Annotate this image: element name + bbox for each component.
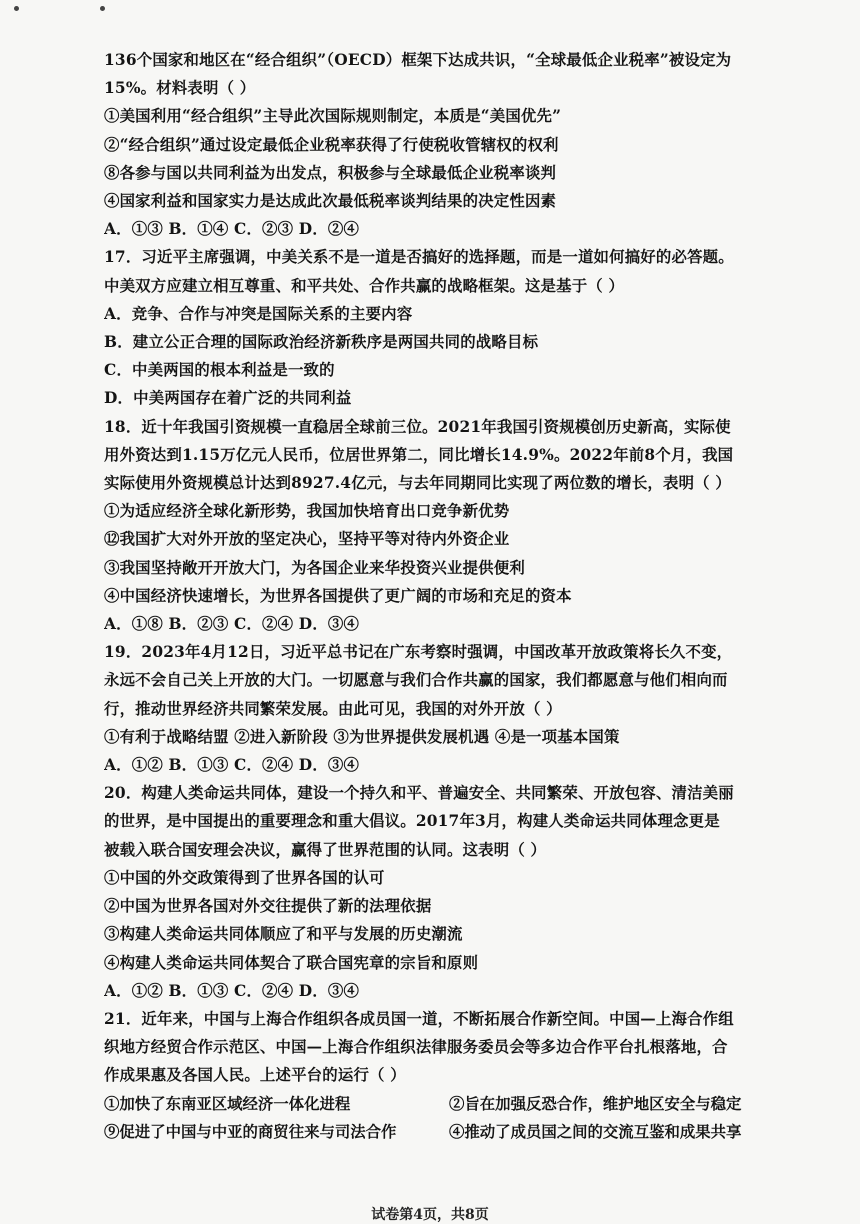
- question-stem: 19．2023年4月12日，习近平总书记在广东考察时强调，中国改革开放政策将长久不变，: [104, 643, 733, 662]
- question-stem: 行，推动世界经济共同繁荣发展。由此可见，我国的对外开放（ ）: [104, 699, 562, 718]
- answer-options: A．①⑧ B．②③ C．②④ D．③④: [104, 615, 360, 634]
- question-stem: 18．近十年我国引资规模一直稳居全球前三位。2021年我国引资规模创历史新高，实际使: [104, 417, 731, 436]
- option-d: D．中美两国存在着广泛的共同利益: [104, 389, 352, 408]
- question-stem: 用外资达到1.15万亿元人民币，位居世界第二，同比增长14.9%。2022年前8个月，我国: [104, 445, 734, 464]
- statement-2: ②“经合组织”通过设定最低企业税率获得了行使税收管辖权的权利: [104, 135, 559, 154]
- question-stem: 21．近年来，中国与上海合作组织各成员国一道，不断拓展合作新空间。中国—上海合作组: [104, 1009, 734, 1028]
- question-stem: 的世界，是中国提出的重要理念和重大倡议。2017年3月，构建人类命运共同体理念更是: [104, 812, 720, 831]
- option-c: C．中美两国的根本利益是一致的: [104, 361, 335, 380]
- statement-3: ③我国坚持敞开开放大门，为各国企业来华投资兴业提供便利: [104, 558, 525, 577]
- text-line: 136个国家和地区在“经合组织”（OECD）框架下达成共识，“全球最低企业税率”被设定为: [104, 51, 732, 69]
- option-a: A．竞争、合作与冲突是国际关系的主要内容: [104, 304, 413, 323]
- answer-options: A．①② B．①③ C．②④ D．③④: [104, 756, 360, 775]
- question-18: [104, 413, 764, 639]
- answer-options: A．①② B．①③ C．②④ D．③④: [104, 981, 360, 1000]
- question-19: [104, 638, 764, 779]
- question-20: [104, 779, 764, 1005]
- question-stem: 永远不会自己关上开放的大门。一切愿意与我们合作共赢的国家，我们都愿意与他们相向而: [104, 671, 728, 690]
- question-stem: 17．习近平主席强调，中美关系不是一道是否搞好的选择题，而是一道如何搞好的必答题。: [104, 248, 734, 267]
- text-line: 15%。材料表明（ ）: [104, 79, 256, 98]
- question-17: [104, 243, 764, 412]
- statement-1: ①加快了东南亚区域经济一体化进程: [104, 1094, 351, 1113]
- statement-3: ⑧各参与国以共同利益为出发点，积极参与全球最低企业税率谈判: [104, 163, 557, 182]
- statement-1: ①美国利用“经合组织”主导此次国际规则制定，本质是“美国优先”: [104, 107, 562, 126]
- statement-3: ⑨促进了中国与中亚的商贸往来与司法合作: [104, 1122, 397, 1141]
- answer-options: A．①③ B．①④ C．②③ D．②④: [104, 220, 360, 239]
- question-16-continued: [104, 46, 764, 243]
- question-21: [104, 1005, 764, 1146]
- statement-2: ②旨在加强反恐合作，维护地区安全与稳定: [449, 1094, 742, 1113]
- statement-4: ④构建人类命运共同体契合了联合国宪章的宗旨和原则: [104, 953, 479, 972]
- statement-2: ⑫我国扩大对外开放的坚定决心，坚持平等对待内外资企业: [104, 530, 510, 549]
- option-b: B．建立公正合理的国际政治经济新秩序是两国共同的战略目标: [104, 333, 539, 352]
- statement-row: [104, 1118, 764, 1146]
- statement-1: ①为适应经济全球化新形势，我国加快培育出口竞争新优势: [104, 502, 510, 521]
- scan-speck: [100, 6, 105, 11]
- statement-4: ④国家利益和国家实力是达成此次最低税率谈判结果的决定性因素: [104, 192, 557, 211]
- statements: ①有利于战略结盟 ②进入新阶段 ③为世界提供发展机遇 ④是一项基本国策: [104, 727, 620, 746]
- page-content: [104, 46, 764, 1146]
- page-footer: 试卷第4页，共8页: [371, 1207, 489, 1223]
- scan-speck: [14, 6, 19, 11]
- question-stem: 实际使用外资规模总计达到8927.4亿元，与去年同期同比实现了两位数的增长，表明（ ）: [104, 474, 731, 493]
- statement-1: ①中国的外交政策得到了世界各国的认可: [104, 868, 385, 887]
- statement-row: [104, 1090, 764, 1118]
- statement-3: ③构建人类命运共同体顺应了和平与发展的历史潮流: [104, 925, 463, 944]
- statement-4: ④推动了成员国之间的交流互鉴和成果共享: [449, 1122, 742, 1141]
- question-stem: 织地方经贸合作示范区、中国—上海合作组织法律服务委员会等多边合作平台扎根落地，合: [104, 1038, 728, 1057]
- question-stem: 被载入联合国安理会决议，赢得了世界范围的认同。这表明（ ）: [104, 840, 547, 859]
- statement-4: ④中国经济快速增长，为世界各国提供了更广阔的市场和充足的资本: [104, 586, 572, 605]
- question-stem: 20．构建人类命运共同体，建设一个持久和平、普遍安全、共同繁荣、开放包容、清洁美丽: [104, 784, 734, 803]
- statement-2: ②中国为世界各国对外交往提供了新的法理依据: [104, 897, 432, 916]
- question-stem: 作成果惠及各国人民。上述平台的运行（ ）: [104, 1066, 406, 1085]
- question-stem: 中美双方应建立相互尊重、和平共处、合作共赢的战略框架。这是基于（ ）: [104, 276, 625, 295]
